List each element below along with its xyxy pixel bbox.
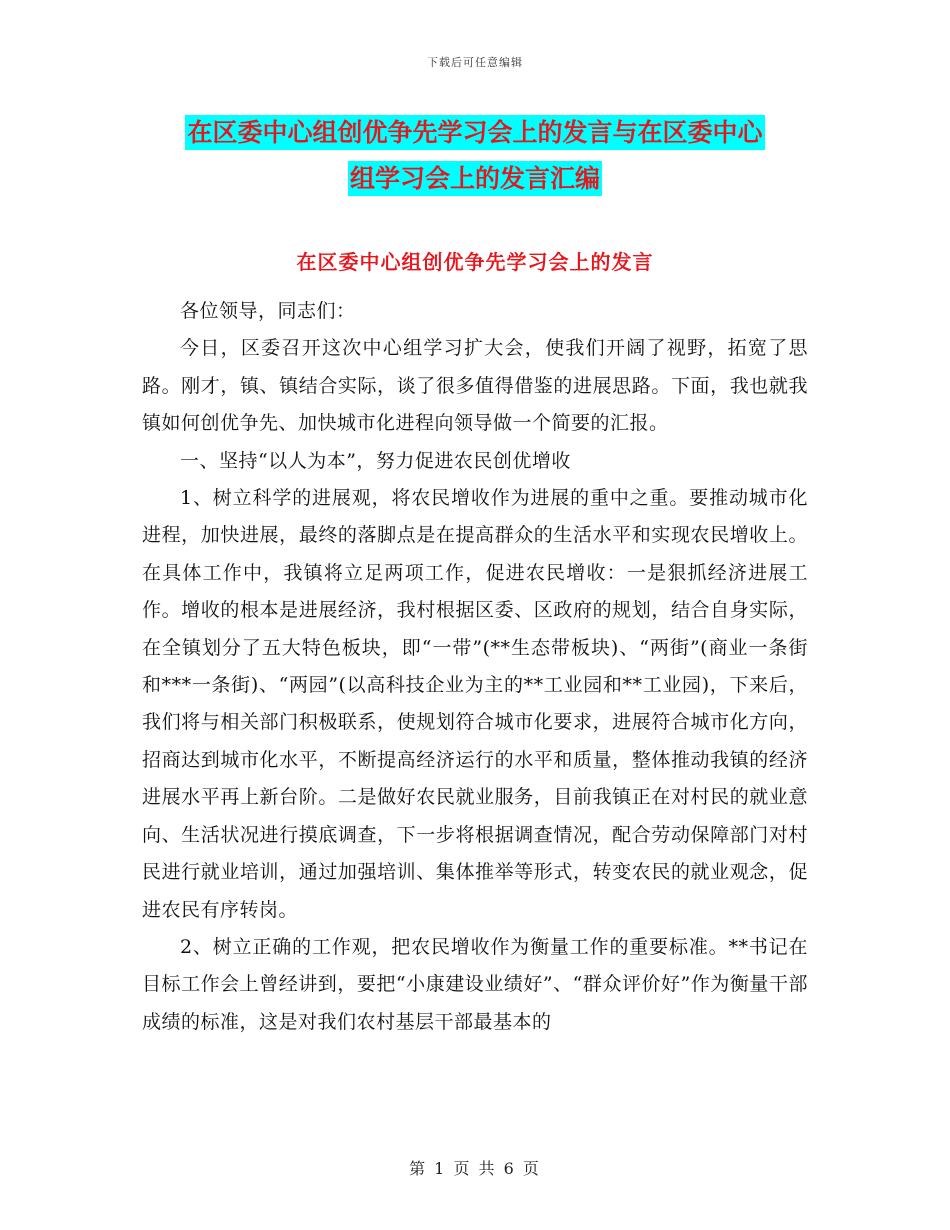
paragraph-heading-1: 一、坚持“以人为本”，努力促进农民创优增收 (180, 449, 571, 472)
header-note: 下载后可任意编辑 (427, 56, 523, 69)
document-body (142, 293, 808, 1041)
paragraph-point-2: 2、树立正确的工作观，把农民增收作为衡量工作的重要标准。**书记在目标工作会上曾经讲到，要把“小康建设业绩好”、“群众评价好”作为衡量干部成绩的标准，这是对我们农村基层干部最基本的 (142, 935, 808, 1033)
document-title-line-2: 组学习会上的发言汇编 (348, 161, 602, 196)
section-title: 在区委中心组创优争先学习会上的发言 (296, 250, 654, 274)
paragraph-point-1: 1、树立科学的进展观，将农民增收作为进展的重中之重。要推动城市化进程，加快进展，最终的落脚点是在提高群众的生活水平和实现农民增收上。在具体工作中，我镇将立足两项工作，促进农民增收：一是狠抓经济进展工作。增收的根本是进展经济，我村根据区委、区政府的规划，结合自身实际，在全镇划分了五大特色板块，即“一带”(**生态带板块)、“两街”(商业一条街和***一条街)、“两园”(以高科技企业为主的**工业园和**工业园)，下来后，我们将与相关部门积极联系，使规划符合城市化要求，进展符合城市化方向，招商达到城市化水平，不断提高经济运行的水平和质量，整体推动我镇的经济进展水平再上新台阶。二是做好农民就业服务，目前我镇正在对村民的就业意向、生活状况进行摸底调查，下一步将根据调查情况，配合劳动保障部门对村民进行就业培训，通过加强培训、集体推举等形式，转变农民的就业观念，促进农民有序转岗。 (142, 487, 808, 921)
paragraph-intro: 今日，区委召开这次中心组学习扩大会，使我们开阔了视野，拓宽了思路。刚才，镇、镇结合实际，谈了很多值得借鉴的进展思路。下面，我也就我镇如何创优争先、加快城市化进程向领导做一个简要的汇报。 (142, 337, 808, 435)
paragraph-salutation: 各位领导，同志们： (180, 300, 356, 322)
document-title-line-1: 在区委中心组创优争先学习会上的发言与在区委中心 (185, 115, 764, 150)
page-number-footer: 第 1 页 共 6 页 (409, 1159, 541, 1178)
document-title (130, 110, 820, 202)
